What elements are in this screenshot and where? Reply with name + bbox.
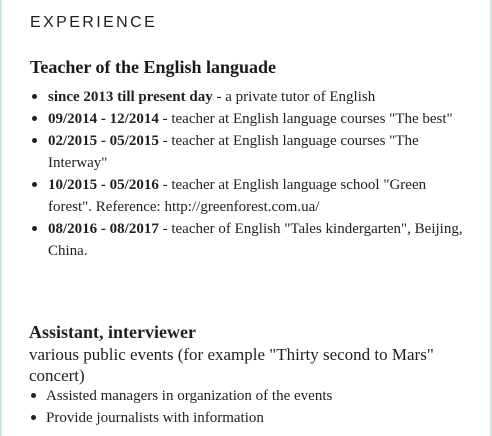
job-description: various public events (for example "Thirty second to Mars" concert) <box>29 345 434 385</box>
list-item <box>30 130 470 174</box>
duty-text: - teacher at English language courses "The Interway" <box>48 133 419 171</box>
duty-text: - teacher at English language courses "The best" <box>158 111 453 127</box>
list-item: Assisted managers in organization of the events <box>29 385 469 407</box>
list-item: Provide journalists with information <box>29 407 469 429</box>
duty-text: - teacher of English "Tales kindergarten", Beijing, China. <box>48 221 463 259</box>
list-item <box>30 86 470 108</box>
period: 10/2015 - 05/2016 <box>48 177 159 193</box>
job-title: Assistant, interviewer <box>29 322 196 342</box>
list-item <box>30 108 470 130</box>
list-item <box>30 174 470 218</box>
section-heading: EXPERIENCE <box>30 14 158 31</box>
job-duties-list <box>29 385 469 429</box>
period: 02/2015 - 05/2015 <box>48 133 159 149</box>
duty-text: - a private tutor of English <box>212 89 376 105</box>
duty-text: - teacher at English language school "Green forest". Reference: http://greenforest.com.ua/ <box>48 177 427 215</box>
job-duties-list <box>30 86 470 262</box>
period: since 2013 till present day <box>48 89 213 105</box>
list-item <box>30 218 470 262</box>
period: 09/2014 - 12/2014 <box>48 111 159 127</box>
period: 08/2016 - 08/2017 <box>48 221 159 237</box>
job-title: Teacher of the English languade <box>30 57 277 77</box>
left-border <box>0 0 2 436</box>
